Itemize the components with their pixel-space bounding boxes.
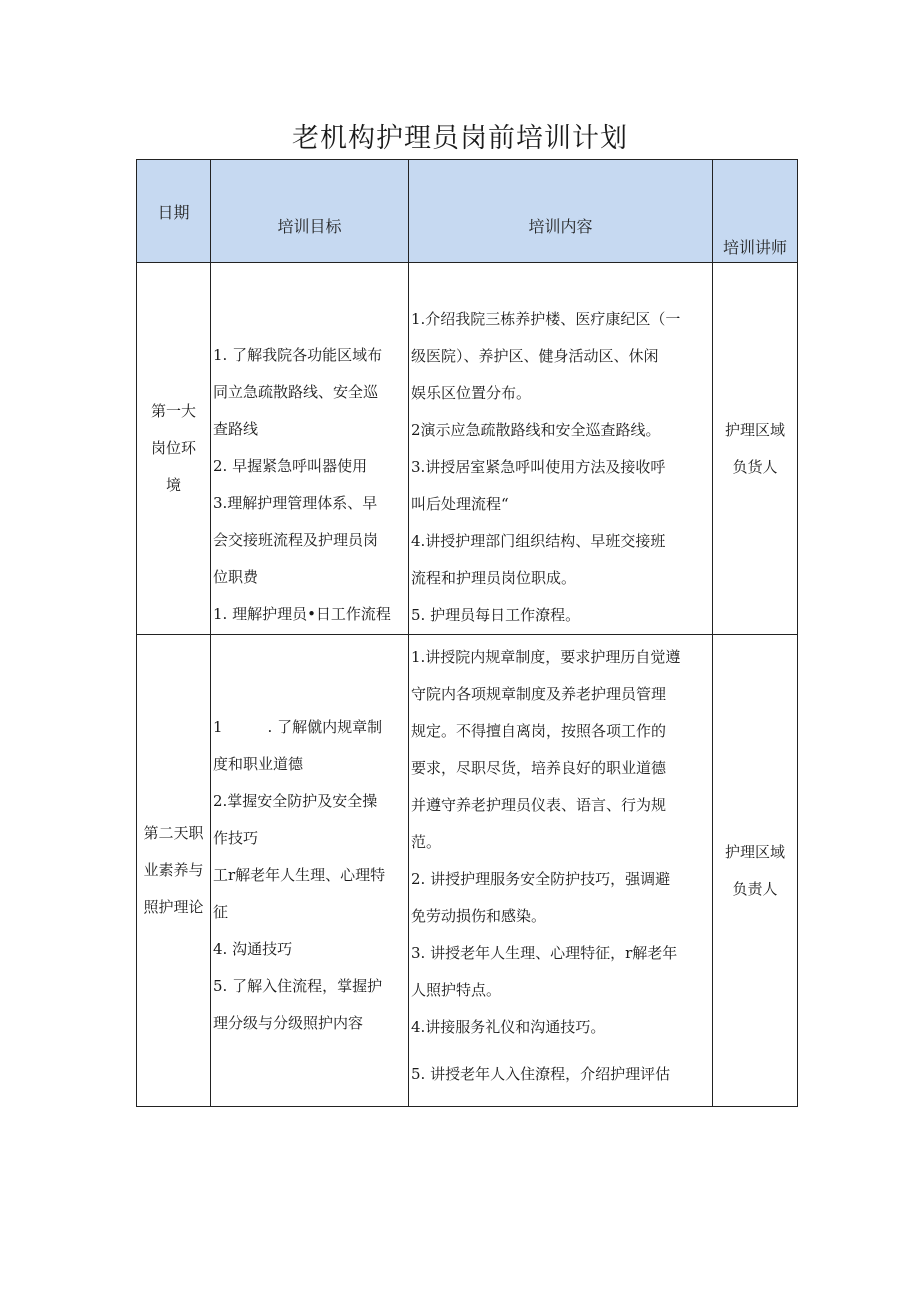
content-line: 5. 护理员每日工作潦程。 [411, 606, 581, 624]
content-line: 规定。不得擅自离岗，按照各项工作的 [411, 722, 667, 740]
content-line: 娱乐区位置分布。 [411, 384, 532, 402]
date-line: 第一大 [150, 402, 196, 420]
content-cell [409, 635, 713, 1107]
content-line: 叫后处理流程“ [411, 495, 509, 513]
goal-line: 2.掌握安全防护及安全操 [213, 792, 378, 810]
goal-line: 会交接班流程及护理员岗 [213, 531, 379, 549]
lecturer-line: 护理区域 [724, 420, 785, 439]
content-line: 5. 讲授老年人入住潦程，介绍护理评估 [411, 1065, 671, 1083]
goal-cell [211, 263, 409, 635]
date-line: 照护理论 [143, 898, 204, 916]
goal-line: 同立急疏散路线、安全巡 [213, 383, 379, 401]
goal-line: 查路线 [213, 420, 259, 438]
content-line: 4.讲接服务礼仪和沟通技巧。 [411, 1018, 606, 1036]
lecturer-cell [713, 635, 798, 1107]
goal-line: 理分级与分级照护内容 [213, 1014, 364, 1032]
content-line: 4.讲授护理部门组织结构、早班交接班 [411, 532, 666, 550]
lecturer-line: 负责人 [732, 879, 778, 898]
header-lecturer: 培训讲师 [713, 160, 798, 263]
date-line: 业素养与 [143, 861, 204, 879]
goal-line: 工r解老年人生理、心理特 [213, 866, 386, 884]
content-line: 级医院）、养护区、健身活动区、休闲 [411, 347, 659, 365]
content-cell [409, 263, 713, 635]
content-line: 范。 [411, 833, 442, 851]
goal-line: 1 . 了解僦内规章制 [213, 718, 383, 736]
goal-line: 3.理解护理管理体系、早 [213, 494, 378, 512]
date-cell [137, 635, 211, 1107]
content-line: 守院内各项规章制度及养老护理员管理 [411, 685, 667, 703]
paragraph-gap [411, 1046, 710, 1056]
lecturer-line: 负货人 [732, 457, 778, 476]
goal-line: 作技巧 [213, 829, 259, 847]
table-row [137, 635, 798, 1107]
training-plan-table [136, 159, 798, 1107]
header-content: 培训内容 [409, 160, 713, 263]
content-line: 1.介绍我院三栋养护楼、医疗康纪区（一 [411, 310, 681, 328]
date-cell [137, 263, 211, 635]
content-line: 要求，尽职尽货，培养良好的职业道德 [411, 759, 667, 777]
date-line: 岗位环 [150, 439, 196, 457]
header-date: 日期 [137, 160, 211, 263]
goal-line: 4. 沟通技巧 [213, 940, 293, 958]
header-goal: 培训目标 [211, 160, 409, 263]
goal-line: 1. 了解我院各功能区域布 [213, 346, 383, 364]
content-line: 3.讲授居室紧急呼叫使用方法及接收呼 [411, 458, 666, 476]
content-line: 1.讲授院内规章制度，要求护理历自觉遵 [411, 648, 681, 666]
goal-line: 度和职业道德 [213, 755, 304, 773]
goal-line: 5. 了解入住流程，掌握护 [213, 977, 383, 995]
date-line: 境 [165, 476, 181, 494]
content-line: 3. 讲授老年人生理、心理特征，r解老年 [411, 944, 678, 962]
content-line: 并遵守养老护理员仪表、语言、行为规 [411, 796, 667, 814]
goal-line: 征 [213, 903, 229, 921]
content-line: 流程和护理员岗位职成。 [411, 569, 577, 587]
table-header-row [137, 160, 798, 263]
page-title: 老机构护理员岗前培训计划 [292, 123, 628, 154]
date-line: 第二天职 [143, 824, 204, 842]
goal-line: 位职费 [213, 568, 259, 586]
content-line: 2. 讲授护理服务安全防护技巧，强调避 [411, 870, 671, 888]
lecturer-cell [713, 263, 798, 635]
lecturer-line: 护理区域 [724, 842, 785, 861]
table-row [137, 263, 798, 635]
content-line: 免劳动损伤和感染。 [411, 907, 547, 925]
content-line: 人照护特点。 [411, 981, 502, 999]
goal-line: 1. 理解护理员•日工作流程 [213, 605, 391, 623]
content-line: 2演示应急疏散路线和安全巡查路线。 [411, 421, 661, 439]
goal-cell [211, 635, 409, 1107]
goal-line: 2. 早握紧急呼叫器使用 [213, 457, 368, 475]
